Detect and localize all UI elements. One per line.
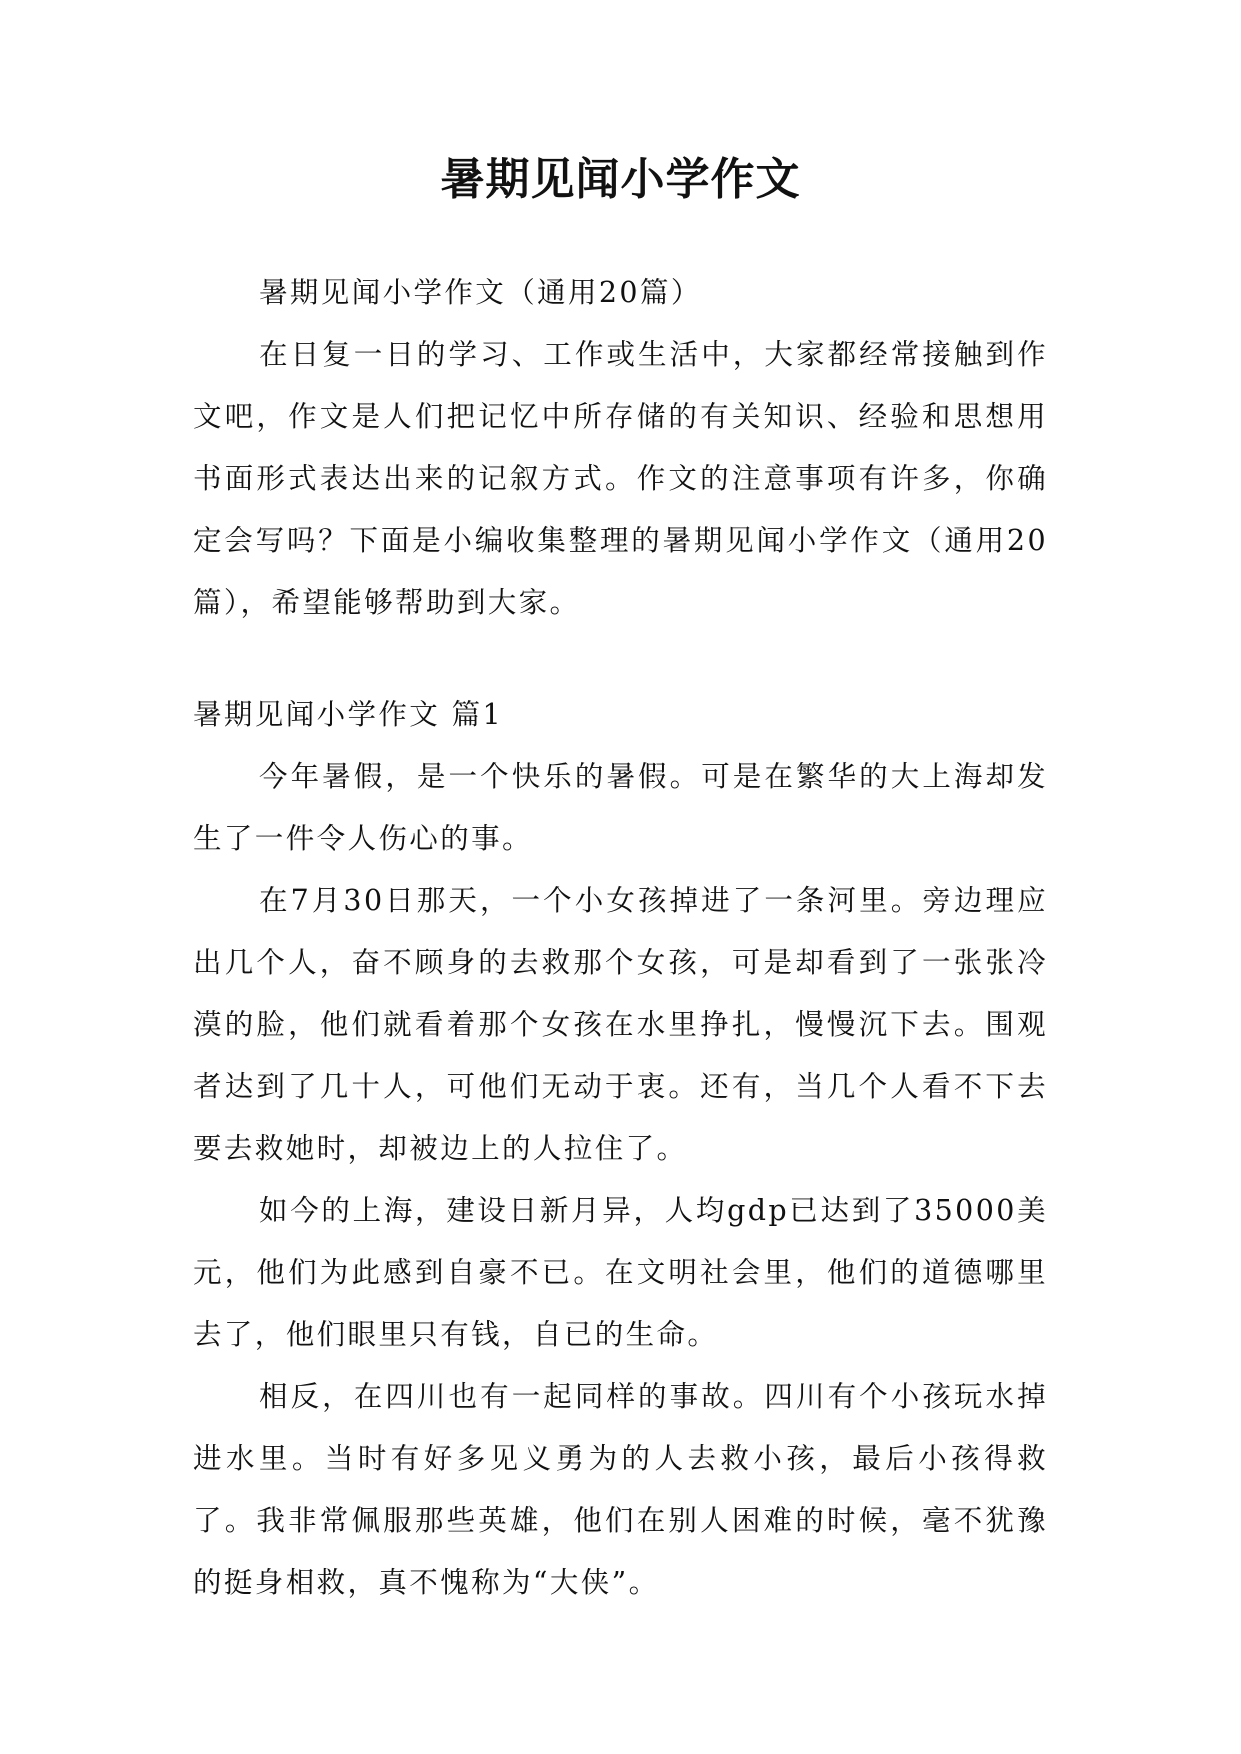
document-body bbox=[193, 262, 1048, 1614]
body-paragraph-1: 今年暑假，是一个快乐的暑假。可是在繁华的大上海却发生了一件令人伤心的事。 bbox=[193, 760, 1048, 855]
body-paragraph-3: 如今的上海，建设日新月异，人均gdp已达到了35000美元，他们为此感到自豪不已。在文明社会里，他们的道德哪里去了，他们眼里只有钱，自已的生命。 bbox=[193, 1194, 1048, 1351]
body-paragraph-2: 在7月30日那天，一个小女孩掉进了一条河里。旁边理应出几个人，奋不顾身的去救那个女孩，可是却看到了一张张冷漠的脸，他们就看着那个女孩在水里挣扎，慢慢沉下去。围观者达到了几十人，可他们无动于衷。还有，当几个人看不下去要去救她时，却被边上的人拉住了。 bbox=[193, 884, 1048, 1165]
document-title: 暑期见闻小学作文 bbox=[440, 154, 801, 205]
section-spacer bbox=[193, 634, 1048, 684]
body-paragraph-4: 相反，在四川也有一起同样的事故。四川有个小孩玩水掉进水里。当时有好多见义勇为的人去救小孩，最后小孩得救了。我非常佩服那些英雄，他们在别人困难的时候，毫不犹豫的挺身相救，真不愧称为“大侠”。 bbox=[193, 1380, 1048, 1599]
subtitle-line: 暑期见闻小学作文（通用20篇） bbox=[259, 276, 702, 309]
section-heading: 暑期见闻小学作文 篇1 bbox=[193, 698, 504, 731]
intro-paragraph: 在日复一日的学习、工作或生活中，大家都经常接触到作文吧，作文是人们把记忆中所存储的有关知识、经验和思想用书面形式表达出来的记叙方式。作文的注意事项有许多，你确定会写吗？下面是小编收集整理的暑期见闻小学作文（通用20篇），希望能够帮助到大家。 bbox=[193, 338, 1048, 619]
